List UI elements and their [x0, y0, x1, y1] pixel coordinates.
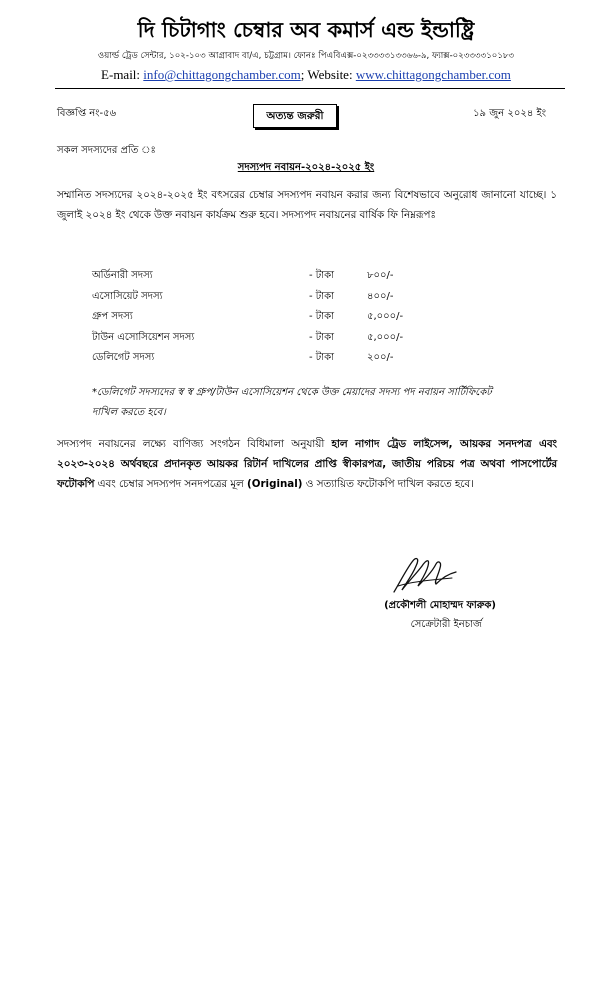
fee-currency: - টাকা — [309, 270, 335, 281]
fee-category: টাউন এসোসিয়েশন সদস্য — [92, 331, 195, 343]
subject-line — [0, 160, 612, 177]
fee-amount: ৮০০/- — [367, 270, 394, 281]
delegate-footnote: *ডেলিগেট সদস্যদের স্ব স্ব গ্রুপ/টাউন এসোসিয়েশন থেকে উক্ত মেয়াদের সদস্য পদ নবায়ন সার্টিফিকেট দাখিল করতে হবে। — [92, 387, 492, 418]
original-note: (Original) — [247, 478, 303, 490]
fee-category: ডেলিগেট সদস্য — [92, 352, 155, 363]
notice-number: বিজ্ঞপ্তি নং-৫৬ — [57, 108, 117, 119]
header-divider — [55, 88, 565, 89]
requirements-paragraph — [57, 434, 557, 494]
signatory-name: (প্রকৌশলী মোহাম্মদ ফারুক) — [384, 600, 496, 611]
fee-amount: ৫,০০০/- — [367, 331, 404, 343]
fee-currency: - টাকা — [309, 331, 335, 343]
salutation: সকল সদস্যদের প্রতি ঃ — [57, 145, 156, 156]
organization-title: দি চিটাগাং চেম্বার অব কমার্স এন্ড ইন্ডাষ্ট্রি — [137, 18, 475, 42]
email-label: E-mail: — [101, 67, 141, 82]
intro-paragraph: সম্মানিত সদস্যদের ২০২৪-২০২৫ ইং বৎসরের চেম্বার সদস্যপদ নবায়ন করার জন্য বিশেষভাবে অনুরোধ জানানো যাচ্ছে। ১ জুলাই ২০২৪ ইং থেকে উক্ত নবায়ন কার্যক্রম শুরু হবে। সদস্যপদ নবায়নের বার্ষিক ফি নিম্নরূপঃ — [57, 189, 557, 221]
fee-amount: ৫,০০০/- — [367, 311, 404, 322]
signatory-title: সেক্রেটারী ইনচার্জ — [410, 619, 482, 630]
fee-category: গ্রুপ সদস্য — [92, 311, 133, 322]
fee-amount: ২০০/- — [367, 352, 394, 363]
requirements-intro: সদস্যপদ নবায়নের লক্ষ্যে বাণিজ্য সংগঠন বিধিমালা অনুযায়ী — [57, 438, 332, 450]
fee-row — [92, 265, 412, 286]
fee-row — [92, 347, 412, 368]
urgent-badge: অত্যন্ত জরুরী — [253, 104, 337, 128]
email-link[interactable]: info@chittagongchamber.com — [143, 67, 301, 82]
fee-category: এসোসিয়েট সদস্য — [92, 290, 163, 302]
requirements-middle: এবং চেম্বার সদস্যপদ সনদপত্রের মূল — [94, 478, 247, 490]
fee-table — [92, 265, 412, 368]
signature-image — [390, 552, 460, 596]
fee-row — [92, 306, 412, 327]
subject-text: সদস্যপদ নবায়ন-২০২৪-২০২৫ ইং — [237, 162, 375, 173]
website-label: ; Website: — [300, 67, 353, 82]
fee-currency: - টাকা — [309, 352, 335, 363]
fee-category: অর্ডিনারী সদস্য — [92, 270, 153, 281]
fee-currency: - টাকা — [309, 290, 335, 302]
fee-currency: - টাকা — [309, 311, 335, 322]
requirements-end: ও সত্যায়িত ফটোকপি দাখিল করতে হবে। — [302, 478, 474, 490]
organization-address: ওয়ার্ল্ড ট্রেড সেন্টার, ১০২-১০৩ আগ্রাবাদ বা/এ, চট্টগ্রাম। ফোনঃ পিএবিএক্স-০২৩৩৩৩১৩৩৬৬-৯, ফ্যাক্স-০২৩৩৩৩১০১৮৩ — [97, 51, 515, 61]
notice-date: ১৯ জুন ২০২৪ ইং — [473, 108, 546, 119]
required-documents: হাল নাগাদ ট্রেড লাইসেন্স, আয়কর সনদপত্র এবং ২০২৩-২০২৪ অর্থবছরে প্রদানকৃত আয়কর রিটার্ন দাখিলের প্রাপ্তি স্বীকারপত্র, জাতীয় পরিচয় পত্র অথবা পাসপোর্টের ফটোকপি — [57, 438, 557, 490]
fee-amount: ৪০০/- — [367, 290, 394, 302]
website-link[interactable]: www.chittagongchamber.com — [355, 67, 511, 82]
fee-row — [92, 286, 412, 307]
contact-line — [0, 67, 612, 83]
fee-row — [92, 327, 412, 348]
